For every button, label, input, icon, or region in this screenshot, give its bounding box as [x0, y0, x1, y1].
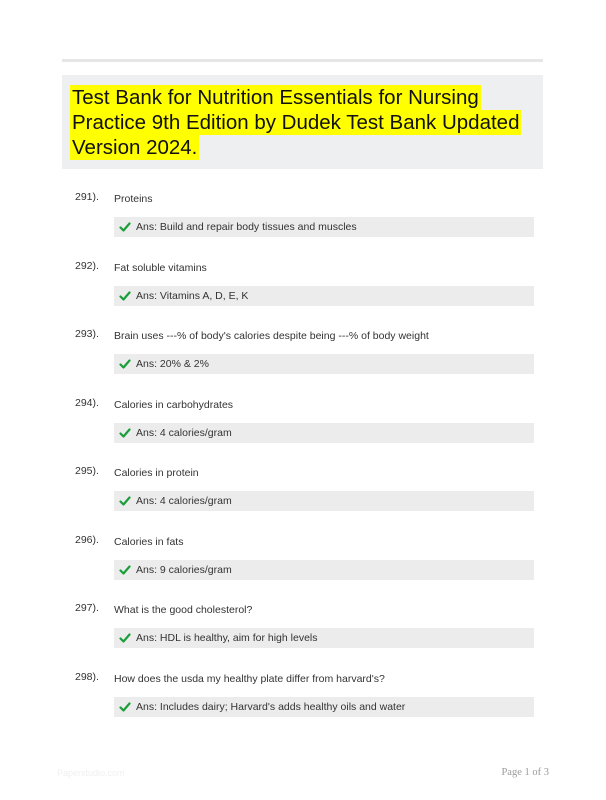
answer-box	[114, 354, 534, 374]
answer-box	[114, 423, 534, 443]
checkmark-icon	[119, 701, 131, 713]
answer-text: Ans: 20% & 2%	[136, 358, 209, 370]
answer-box	[114, 286, 534, 306]
answer-text: Ans: Includes dairy; Harvard's adds healthy oils and water	[136, 700, 406, 713]
question-text: Brain uses ---% of body's calories despite being ---% of body weight	[114, 330, 429, 342]
question-number: 292).	[75, 259, 99, 272]
question-text: What is the good cholesterol?	[114, 604, 253, 616]
checkmark-icon	[119, 221, 131, 233]
question-item	[0, 533, 606, 602]
checkmark-icon	[119, 564, 131, 576]
question-text: How does the usda my healthy plate differ from harvard's?	[114, 672, 385, 685]
checkmark-icon	[119, 358, 131, 370]
top-divider	[62, 59, 543, 62]
question-item	[0, 670, 606, 739]
checkmark-icon	[119, 290, 131, 302]
question-text: Fat soluble vitamins	[114, 261, 207, 274]
question-item	[0, 190, 606, 259]
answer-text: Ans: Vitamins A, D, E, K	[136, 289, 249, 302]
answer-box	[114, 628, 534, 648]
answer-text: Ans: 4 calories/gram	[136, 426, 232, 439]
question-number: 294).	[75, 396, 99, 409]
answer-box	[114, 560, 534, 580]
question-text: Calories in protein	[114, 467, 199, 479]
question-text: Calories in carbohydrates	[114, 398, 234, 411]
answer-text: Ans: 9 calories/gram	[136, 563, 232, 576]
footer-watermark: Paperstudio.com	[57, 768, 125, 778]
checkmark-icon	[119, 427, 131, 439]
question-number: 291).	[75, 191, 99, 203]
question-item	[0, 259, 606, 328]
question-text: Calories in fats	[114, 535, 184, 548]
question-item	[0, 396, 606, 465]
answer-text: Ans: 4 calories/gram	[136, 495, 232, 507]
answer-box	[114, 697, 534, 717]
checkmark-icon	[119, 495, 131, 507]
question-list	[0, 190, 606, 738]
question-item	[0, 601, 606, 670]
answer-box	[114, 491, 534, 511]
answer-text: Ans: HDL is healthy, aim for high levels	[136, 632, 318, 644]
answer-text: Ans: Build and repair body tissues and muscles	[136, 221, 357, 233]
page-number: Page 1 of 3	[501, 767, 549, 778]
question-item	[0, 327, 606, 396]
checkmark-icon	[119, 632, 131, 644]
question-number: 298).	[75, 670, 99, 683]
question-number: 295).	[75, 465, 99, 477]
title-box	[62, 75, 543, 169]
answer-box	[114, 217, 534, 237]
question-number: 293).	[75, 328, 99, 340]
question-number: 297).	[75, 602, 99, 614]
question-text: Proteins	[114, 193, 153, 205]
document-title: Test Bank for Nutrition Essentials for Nursing Practice 9th Edition by Dudek Test Bank Updated Version 2024.	[72, 86, 520, 159]
question-number: 296).	[75, 533, 99, 546]
question-item	[0, 464, 606, 533]
